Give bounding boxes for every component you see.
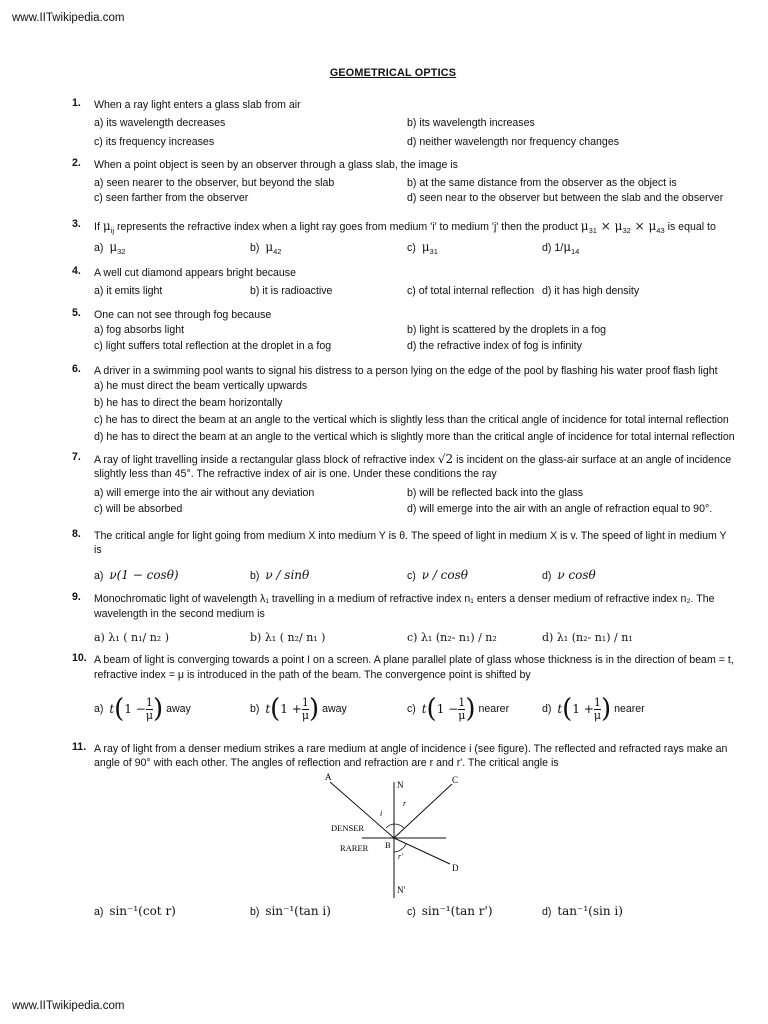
option-d: d) λ₁ (n₂- n₁) / n₁	[542, 631, 633, 644]
option-a: a) seen nearer to the observer, but beyond the slab	[94, 177, 335, 189]
question-number: 6.	[72, 363, 81, 375]
option-b: b) light is scattered by the droplets in a fog	[407, 324, 607, 336]
option-b: b) at the same distance from the observer as the object is	[407, 177, 677, 189]
question-stem: The critical angle for light going from medium X into medium Y is θ. The speed of light in medium X is v. The speed of light in medium Y	[94, 530, 727, 542]
option-c: c) will be absorbed	[94, 503, 183, 515]
option-a: a) its wavelength decreases	[94, 117, 226, 129]
option-c: c) ν / cosθ	[407, 568, 469, 582]
option-c: c) sin⁻¹(tan r')	[407, 904, 493, 918]
question-number: 8.	[72, 528, 81, 540]
option-a: a) ν(1 − cosθ)	[94, 568, 179, 582]
page-title: GEOMETRICAL OPTICS	[329, 67, 457, 79]
question-stem: A ray of light from a denser medium strikes a rare medium at angle of incidence i (see figure). The reflected and refracted rays make an	[94, 743, 728, 755]
label-B: B	[385, 840, 391, 850]
option-d: d) tan⁻¹(sin i)	[542, 904, 623, 918]
label-N: N	[397, 780, 404, 790]
option-c: c) $\mu_{31}$	[407, 240, 438, 257]
option-a: a) it emits light	[94, 285, 163, 297]
option-b: b) will be reflected back into the glass	[407, 487, 584, 499]
option-b: b) it is radioactive	[250, 285, 333, 297]
question-number: 4.	[72, 265, 81, 277]
option-b: b) sin⁻¹(tan i)	[250, 904, 331, 918]
refraction-figure	[320, 772, 480, 902]
option-b: b) $\mu_{42}$	[250, 240, 282, 257]
option-c: c) t(1 − $\frac{1}{\mu}$ ) nearer	[407, 694, 510, 724]
option-b: b) t(1 + $\frac{1}{\mu}$ ) away	[250, 694, 347, 724]
question-stem: A beam of light is converging towards a point I on a screen. A plane parallel plate of glass whose thickness is in the direction of beam = t,	[94, 654, 734, 666]
option-b: b) he has to direct the beam horizontally	[94, 397, 283, 409]
option-d: d) he has to direct the beam at an angle to the vertical which is slightly more than the critical angle of incidence for total internal reflection	[94, 431, 735, 443]
question-stem: A ray of light travelling inside a rectangular glass block of refractive index √2 is incident on the glass-air surface at an angle of incidence	[94, 452, 732, 466]
label-denser: DENSER	[331, 823, 365, 833]
question-number: 1.	[72, 97, 81, 109]
question-number: 3.	[72, 218, 81, 230]
option-b: b) its wavelength increases	[407, 117, 535, 129]
label-A: A	[325, 772, 332, 782]
option-c: c) λ₁ (n₂- n₁) / n₂	[407, 631, 497, 644]
option-c: c) seen farther from the observer	[94, 192, 249, 204]
option-d: d) ν cosθ	[542, 568, 596, 582]
option-a: a) t(1 − $\frac{1}{\mu}$ ) away	[94, 694, 191, 724]
angle-rprime-arc	[394, 844, 406, 852]
option-a: a) fog absorbs light	[94, 324, 185, 336]
label-Nprime: N'	[397, 885, 406, 895]
question-number: 2.	[72, 157, 81, 169]
question-number: 11.	[72, 741, 87, 753]
option-d: d) it has high density	[542, 285, 640, 297]
reflected-ray	[394, 784, 452, 838]
option-a: a) sin⁻¹(cot r)	[94, 904, 176, 918]
question-stem-line2: wavelength in the second medium is	[94, 608, 265, 620]
option-c: c) he has to direct the beam at an angle to the vertical which is slightly less than the critical angle of incidence for total internal reflection	[94, 414, 729, 426]
question-stem: A well cut diamond appears bright because	[94, 267, 296, 279]
angle-r-arc	[394, 824, 404, 828]
question-stem-line2: refractive index = μ is introduced in the path of the beam. The convergence point is shifted by	[94, 669, 531, 681]
option-c: c) of total internal reflection	[407, 285, 535, 297]
option-a: a) will emerge into the air without any deviation	[94, 487, 315, 499]
label-i: i	[380, 809, 383, 818]
question-stem: One can not see through fog because	[94, 309, 272, 321]
option-d: d) neither wavelength nor frequency changes	[407, 136, 620, 148]
question-stem-line2: is	[94, 544, 102, 556]
option-b: b) λ₁ ( n₂/ n₁ )	[250, 631, 326, 644]
question-number: 10.	[72, 652, 87, 664]
option-a: a) he must direct the beam vertically upwards	[94, 380, 308, 392]
option-a: a) $\mu_{32}$	[94, 240, 126, 257]
label-D: D	[452, 863, 459, 873]
option-d: d) $1/\mu_{14}$	[542, 240, 580, 257]
option-d: d) will emerge into the air with an angle of refraction equal to 90°.	[407, 503, 713, 515]
question-number: 5.	[72, 307, 81, 319]
option-d: d) t(1 + $\frac{1}{\mu}$ ) nearer	[542, 694, 645, 724]
question-stem: When a ray light enters a glass slab from air	[94, 99, 301, 111]
label-rarer: RARER	[340, 843, 369, 853]
option-c: c) its frequency increases	[94, 136, 215, 148]
label-r: r	[403, 799, 407, 808]
option-a: a) λ₁ ( n₁/ n₂ )	[94, 631, 169, 644]
question-stem: When a point object is seen by an observer through a glass slab, the image is	[94, 159, 458, 171]
question-stem: If $\mu_{ij}$ represents the refractive index when a light ray goes from medium 'i' to medium 'j' then the product $\mu_{31} \times \mu_{32} \times \mu_{43}$ is equal to	[94, 219, 716, 236]
label-C: C	[452, 775, 459, 785]
question-stem: Monochromatic light of wavelength λ₁ travelling in a medium of refractive index n₁ enters a denser medium of refractive index n₂. The	[94, 593, 715, 605]
site-footer-url[interactable]: www.IITwikipedia.com	[12, 1000, 125, 1012]
site-header-url[interactable]: www.IITwikipedia.com	[12, 12, 125, 24]
option-c: c) light suffers total reflection at the droplet in a fog	[94, 340, 332, 352]
question-number: 9.	[72, 591, 81, 603]
question-stem: A driver in a swimming pool wants to signal his distress to a person lying on the edge of the pool by flashing his water proof flash light	[94, 365, 718, 377]
option-b: b) ν / sinθ	[250, 568, 310, 582]
option-d: d) the refractive index of fog is infinity	[407, 340, 582, 352]
question-number: 7.	[72, 451, 81, 463]
label-rprime: r'	[398, 852, 403, 861]
question-stem-line2: angle of 90° with each other. The angles of reflection and refraction are r and r'. The critical angle is	[94, 757, 559, 769]
question-stem-line2: slightly less than 45°. The refractive index of air is one. Under these conditions the ray	[94, 468, 497, 480]
option-d: d) seen near to the observer but between the slab and the observer	[407, 192, 724, 204]
angle-i-arc	[386, 824, 394, 828]
